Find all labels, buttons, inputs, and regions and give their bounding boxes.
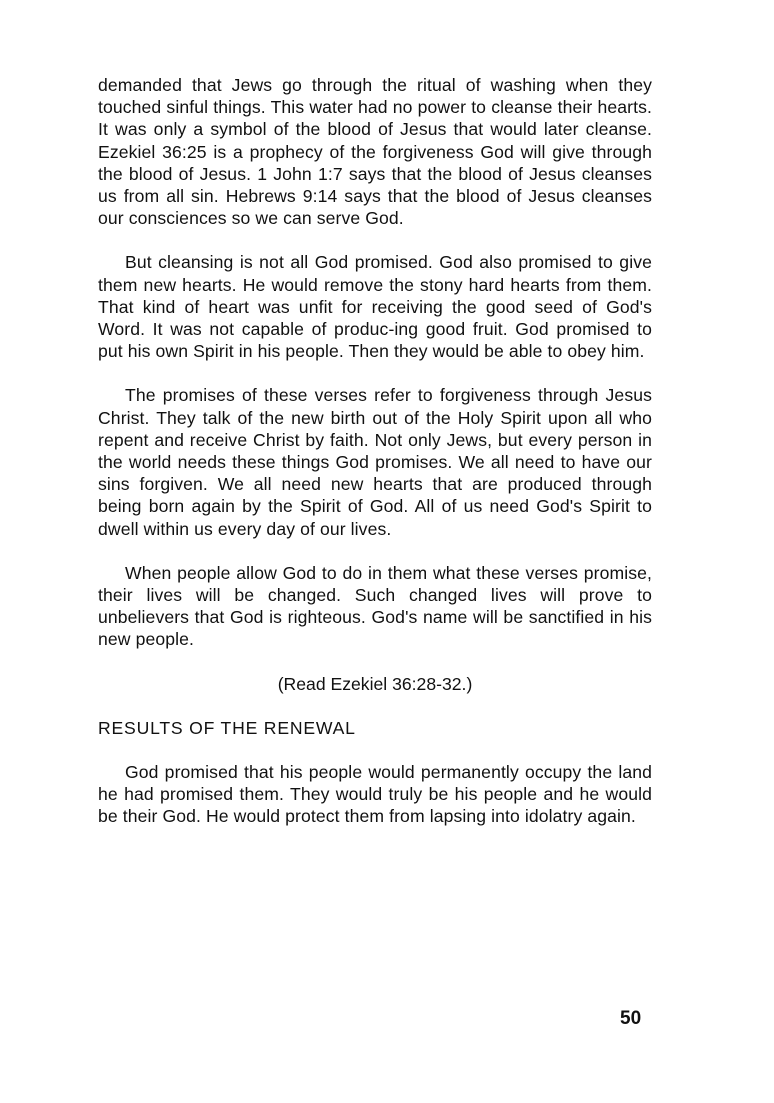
paragraph-gap [98, 695, 652, 717]
paragraph: When people allow God to do in them what these verses promise, their lives will be changed. Such changed lives will prove to unbelievers that God is righteous. God's name will be sanctified in his new people. [98, 562, 652, 650]
paragraph: The promises of these verses refer to forgiveness through Jesus Christ. They talk of the new birth out of the Holy Spirit upon all who repent and receive Christ by faith. Not only Jews, but every person in the world needs these things God promises. We all need to have our sins forgiven. We all need new hearts that are produced through being born again by the Spirit of God. All of us need God's Spirit to dwell within us every day of our lives. [98, 385, 652, 539]
paragraph-gap [98, 651, 652, 673]
reading-reference: (Read Ezekiel 36:28-32.) [277, 673, 473, 694]
page-content [98, 74, 652, 828]
paragraph-gap [98, 540, 652, 562]
paragraph: God promised that his people would permanently occupy the land he had promised them. They would truly be his people and he would be their God. He would protect them from lapsing into idolatry again. [98, 762, 652, 827]
paragraph-gap [98, 229, 652, 251]
section-heading: RESULTS OF THE RENEWAL [98, 717, 356, 738]
paragraph: But cleansing is not all God promised. God also promised to give them new hearts. He would remove the stony hard hearts from them. That kind of heart was unfit for receiving the good seed of God's Word. It was not capable of produc-ing good fruit. God promised to put his own Spirit in his people. Then they would be able to obey him. [98, 252, 652, 362]
paragraph-gap [98, 739, 652, 761]
paragraph-gap [98, 362, 652, 384]
paragraph-continued: demanded that Jews go through the ritual of washing when they touched sinful things. This water had no power to cleanse their hearts. It was only a symbol of the blood of Jesus that would later cleanse. Ezekiel 36:25 is a prophecy of the forgiveness God will give through the blood of Jesus. 1 John 1:7 says that the blood of Jesus cleanses us from all sin. Hebrews 9:14 says that the blood of Jesus cleanses our consciences so we can serve God. [98, 75, 652, 229]
page-number: 50 [620, 1008, 642, 1029]
